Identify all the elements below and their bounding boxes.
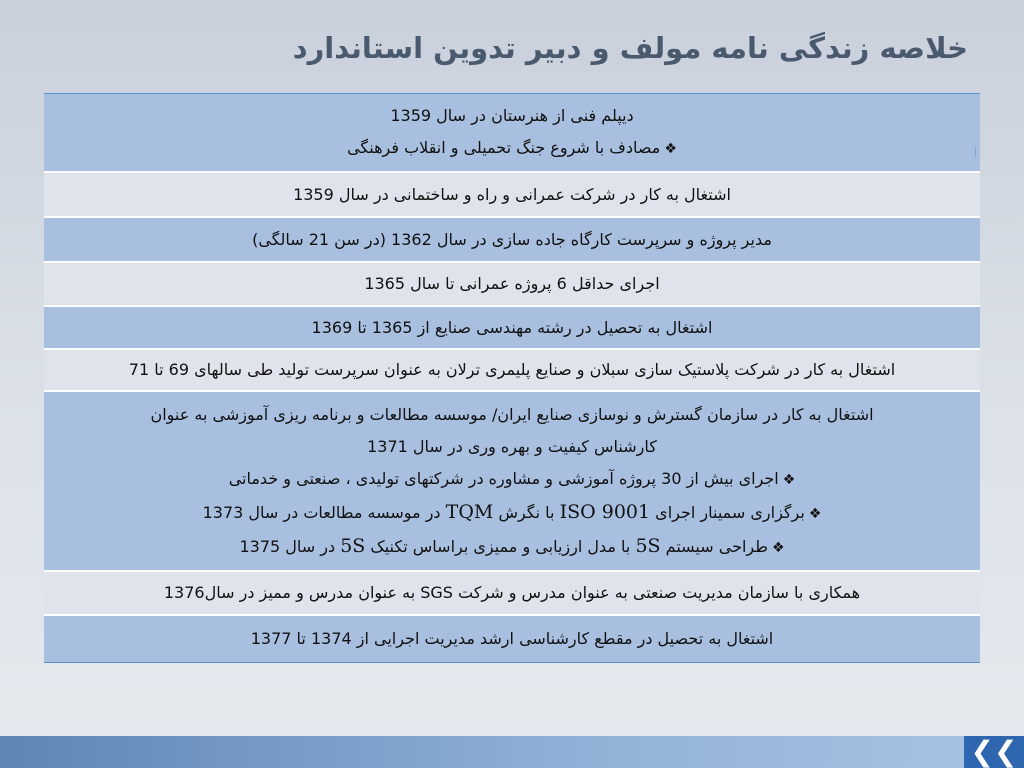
- table-row: [44, 218, 980, 263]
- row-line: [54, 530, 970, 564]
- row-edge-marker: [969, 147, 976, 157]
- chevron-left-icon: ❮❮: [964, 736, 1024, 768]
- diamond-bullet-icon: ❖: [664, 141, 677, 157]
- slide-title: خلاصه زندگی نامه مولف و دبیر تدوین استاندارد: [292, 31, 968, 65]
- latin-term: 5S: [340, 534, 366, 557]
- row-text: برگزاری سمینار اجرای ISO 9001 با نگرش TQM در موسسه مطالعات در سال 1373: [202, 500, 805, 523]
- diamond-bullet-icon: ❖: [808, 505, 822, 522]
- row-line: [54, 463, 970, 496]
- table-row: [44, 350, 980, 392]
- diamond-bullet-icon: ❖: [782, 471, 796, 488]
- row-text: اشتغال به کار در شرکت پلاستیک سازی سبلان و صنایع پلیمری ترلان به عنوان سرپرست تولید طی سالهای 69 تا 71: [128, 360, 896, 379]
- table-row: [44, 263, 980, 307]
- row-text: کارشناس کیفیت و بهره وری در سال 1371: [367, 436, 657, 456]
- row-text: همکاری با سازمان مدیریت صنعتی به عنوان مدرس و شرکت SGS به عنوان مدرس و ممیز در سال1376: [163, 583, 861, 602]
- table-row: [44, 307, 980, 350]
- row-text: اشتغال به کار در شرکت عمرانی و راه و ساختمانی در سال 1359: [293, 184, 731, 204]
- row-line: [54, 132, 970, 165]
- row-text: اجرای بیش از 30 پروژه آموزشی و مشاوره در شرکتهای تولیدی ، صنعتی و خدماتی: [228, 468, 779, 488]
- row-text: اشتغال به کار در سازمان گسترش و نوسازی صنایع ایران/ موسسه مطالعات و برنامه ریزی آموزشی به عنوان: [150, 404, 874, 424]
- latin-term: 5S: [635, 534, 661, 557]
- table-row: [44, 616, 980, 662]
- row-text: طراحی سیستم 5S با مدل ارزیابی و ممیزی براساس تکنیک 5S در سال 1375: [239, 534, 768, 557]
- row-text: اشتغال به تحصیل در رشته مهندسی صنایع از 1365 تا 1369: [311, 317, 713, 337]
- row-text: اشتغال به تحصیل در مقطع کارشناسی ارشد مدیریت اجرایی از 1374 تا 1377: [250, 629, 774, 648]
- row-text: دیپلم فنی از هنرستان در سال 1359: [390, 106, 634, 125]
- row-text: اجرای حداقل 6 پروژه عمرانی تا سال 1365: [364, 274, 660, 293]
- table-row: [44, 572, 980, 616]
- latin-term: TQM: [445, 500, 494, 523]
- footer-band: [0, 736, 1024, 768]
- diamond-bullet-icon: ❖: [771, 539, 785, 556]
- table-row: [44, 392, 980, 572]
- row-text: مصادف با شروع جنگ تحمیلی و انقلاب فرهنگی: [347, 138, 661, 157]
- row-line: [54, 496, 970, 530]
- table-row: [44, 94, 980, 173]
- row-text: مدیر پروژه و سرپرست کارگاه جاده سازی در سال 1362 (در سن 21 سالگی): [252, 229, 772, 249]
- biography-table: [44, 93, 980, 663]
- latin-term: ISO 9001: [559, 500, 651, 523]
- table-row: [44, 173, 980, 218]
- row-line: [54, 100, 970, 132]
